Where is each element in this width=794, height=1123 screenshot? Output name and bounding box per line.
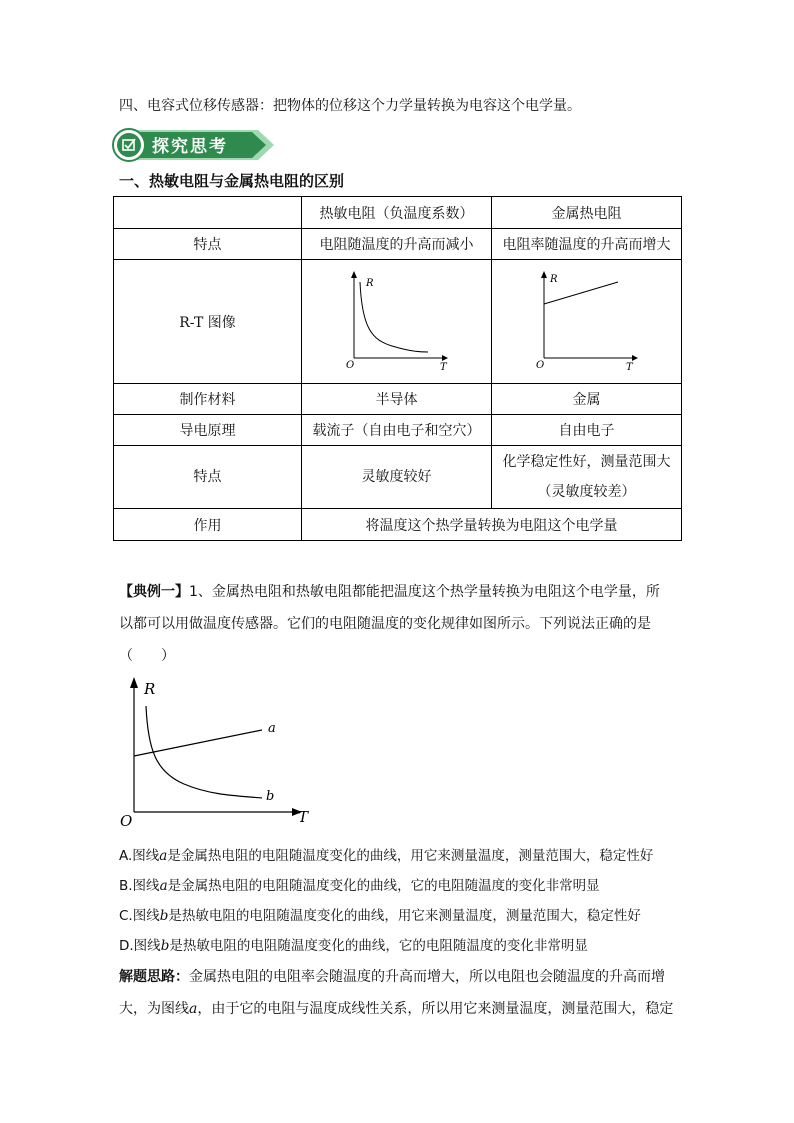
table-cell: 载流子（自由电子和空穴） — [302, 415, 492, 446]
option-a — [119, 844, 653, 864]
solution-line-1 — [119, 966, 665, 986]
answer-blank: （ ） — [119, 648, 175, 664]
thermistor-rt-graph — [342, 268, 452, 372]
table-row — [114, 260, 682, 384]
table-row — [114, 384, 682, 415]
t-axis-arrow — [632, 355, 638, 361]
metal-rt-graph — [532, 268, 642, 372]
option-prefix: B.图线 — [119, 878, 160, 894]
option-d — [119, 934, 588, 954]
graph-label-o: O — [535, 359, 544, 371]
r-axis-arrow — [130, 677, 138, 688]
table-cell: 电阻随温度的升高而减小 — [302, 229, 492, 260]
solution-tag: 解题思路： — [119, 969, 189, 985]
option-text: 是金属热电阻的电阻随温度变化的曲线，它的电阻随温度的变化非常明显 — [167, 878, 600, 894]
option-prefix: C.图线 — [119, 908, 160, 924]
table-cell: 半导体 — [302, 384, 492, 415]
option-c — [119, 904, 641, 924]
metal-graph-cell — [492, 260, 682, 384]
option-text: 是金属热电阻的电阻随温度变化的曲线，用它来测量温度，测量范围大，稳定性好 — [167, 848, 654, 864]
graph-label-r: R — [365, 277, 374, 289]
option-prefix: D.图线 — [119, 938, 161, 954]
r-axis-arrow — [541, 271, 547, 278]
graph-label-a: a — [268, 721, 276, 736]
solution-text: 大，为图线 — [119, 1001, 189, 1017]
cell-line: 化学稳定性好，测量范围大 — [502, 454, 671, 470]
banner-label: 探究思考 — [152, 137, 228, 157]
metal-line — [544, 282, 618, 304]
table-row — [114, 415, 682, 446]
solution-line-2 — [119, 998, 673, 1018]
row-label: 特点 — [114, 229, 302, 260]
t-axis-arrow — [442, 355, 448, 361]
comparison-table — [113, 196, 682, 541]
row-label: 导电原理 — [114, 415, 302, 446]
graph-label-r: R — [549, 273, 558, 285]
cell-line: （灵敏度较差） — [537, 484, 636, 500]
example-tag: 【典例一】 — [119, 584, 189, 600]
r-axis-arrow — [351, 271, 357, 278]
intro-text: 四、电容式位移传感器：把物体的位移这个力学量转换为电容这个电学量。 — [119, 98, 581, 114]
thermistor-curve — [360, 282, 428, 352]
example-question — [119, 576, 679, 608]
option-b — [119, 874, 600, 894]
solution-text: ，由于它的电阻与温度成线性关系，所以用它来测量温度，测量范围大，稳定 — [197, 1001, 674, 1017]
question-rt-graph — [112, 672, 322, 832]
row-label-text: R-T 图像 — [179, 314, 236, 331]
option-text: 是热敏电阻的电阻随温度变化的曲线，用它来测量温度，测量范围大，稳定性好 — [168, 908, 641, 924]
table-cell: 灵敏度较好 — [302, 446, 492, 509]
table-header-cell — [114, 197, 302, 229]
option-var: a — [159, 848, 168, 864]
option-var: b — [160, 938, 170, 954]
table-header-cell: 金属热电阻 — [492, 197, 682, 229]
curve-b — [146, 706, 262, 798]
solution-text: 金属热电阻的电阻率会随温度的升高而增大，所以电阻也会随温度的升高而增 — [189, 969, 665, 985]
table-header-row — [114, 197, 682, 229]
table-merged-cell: 将温度这个热学量转换为电阻这个电学量 — [302, 509, 682, 541]
graph-label-r: R — [144, 680, 156, 698]
option-text: 是热敏电阻的电阻随温度变化的曲线，它的电阻随温度的变化非常明显 — [169, 938, 588, 954]
option-var: a — [159, 878, 168, 894]
row-label — [114, 260, 302, 384]
graph-label-t: T — [625, 361, 633, 372]
table-cell — [492, 446, 682, 509]
table-cell: 自由电子 — [492, 415, 682, 446]
table-row — [114, 446, 682, 509]
thermistor-graph-cell — [302, 260, 492, 384]
table-row — [114, 229, 682, 260]
section-banner — [112, 128, 274, 162]
table-cell: 电阻率随温度的升高而增大 — [492, 229, 682, 260]
option-var: b — [159, 908, 169, 924]
table-row — [114, 509, 682, 541]
row-label: 特点 — [114, 446, 302, 509]
graph-label-t: T — [439, 361, 447, 372]
graph-label-t: T — [298, 808, 309, 826]
check-icon — [121, 137, 137, 153]
table-cell: 金属 — [492, 384, 682, 415]
row-label: 制作材料 — [114, 384, 302, 415]
section-title: 一、热敏电阻与金属热电阻的区别 — [119, 172, 345, 190]
graph-label-o: O — [120, 812, 133, 830]
question-line: 1、金属热电阻和热敏电阻都能把温度这个热学量转换为电阻这个电学量，所 — [189, 584, 660, 600]
table-header-cell: 热敏电阻（负温度系数） — [302, 197, 492, 229]
option-prefix: A.图线 — [119, 848, 160, 864]
graph-label-b: b — [266, 789, 275, 804]
solution-var: a — [189, 1001, 198, 1017]
graph-label-o: O — [345, 359, 354, 371]
question-line: 以都可以用做温度传感器。它们的电阻随温度的变化规律如图所示。下列说法正确的是 — [119, 616, 651, 632]
row-label: 作用 — [114, 509, 302, 541]
